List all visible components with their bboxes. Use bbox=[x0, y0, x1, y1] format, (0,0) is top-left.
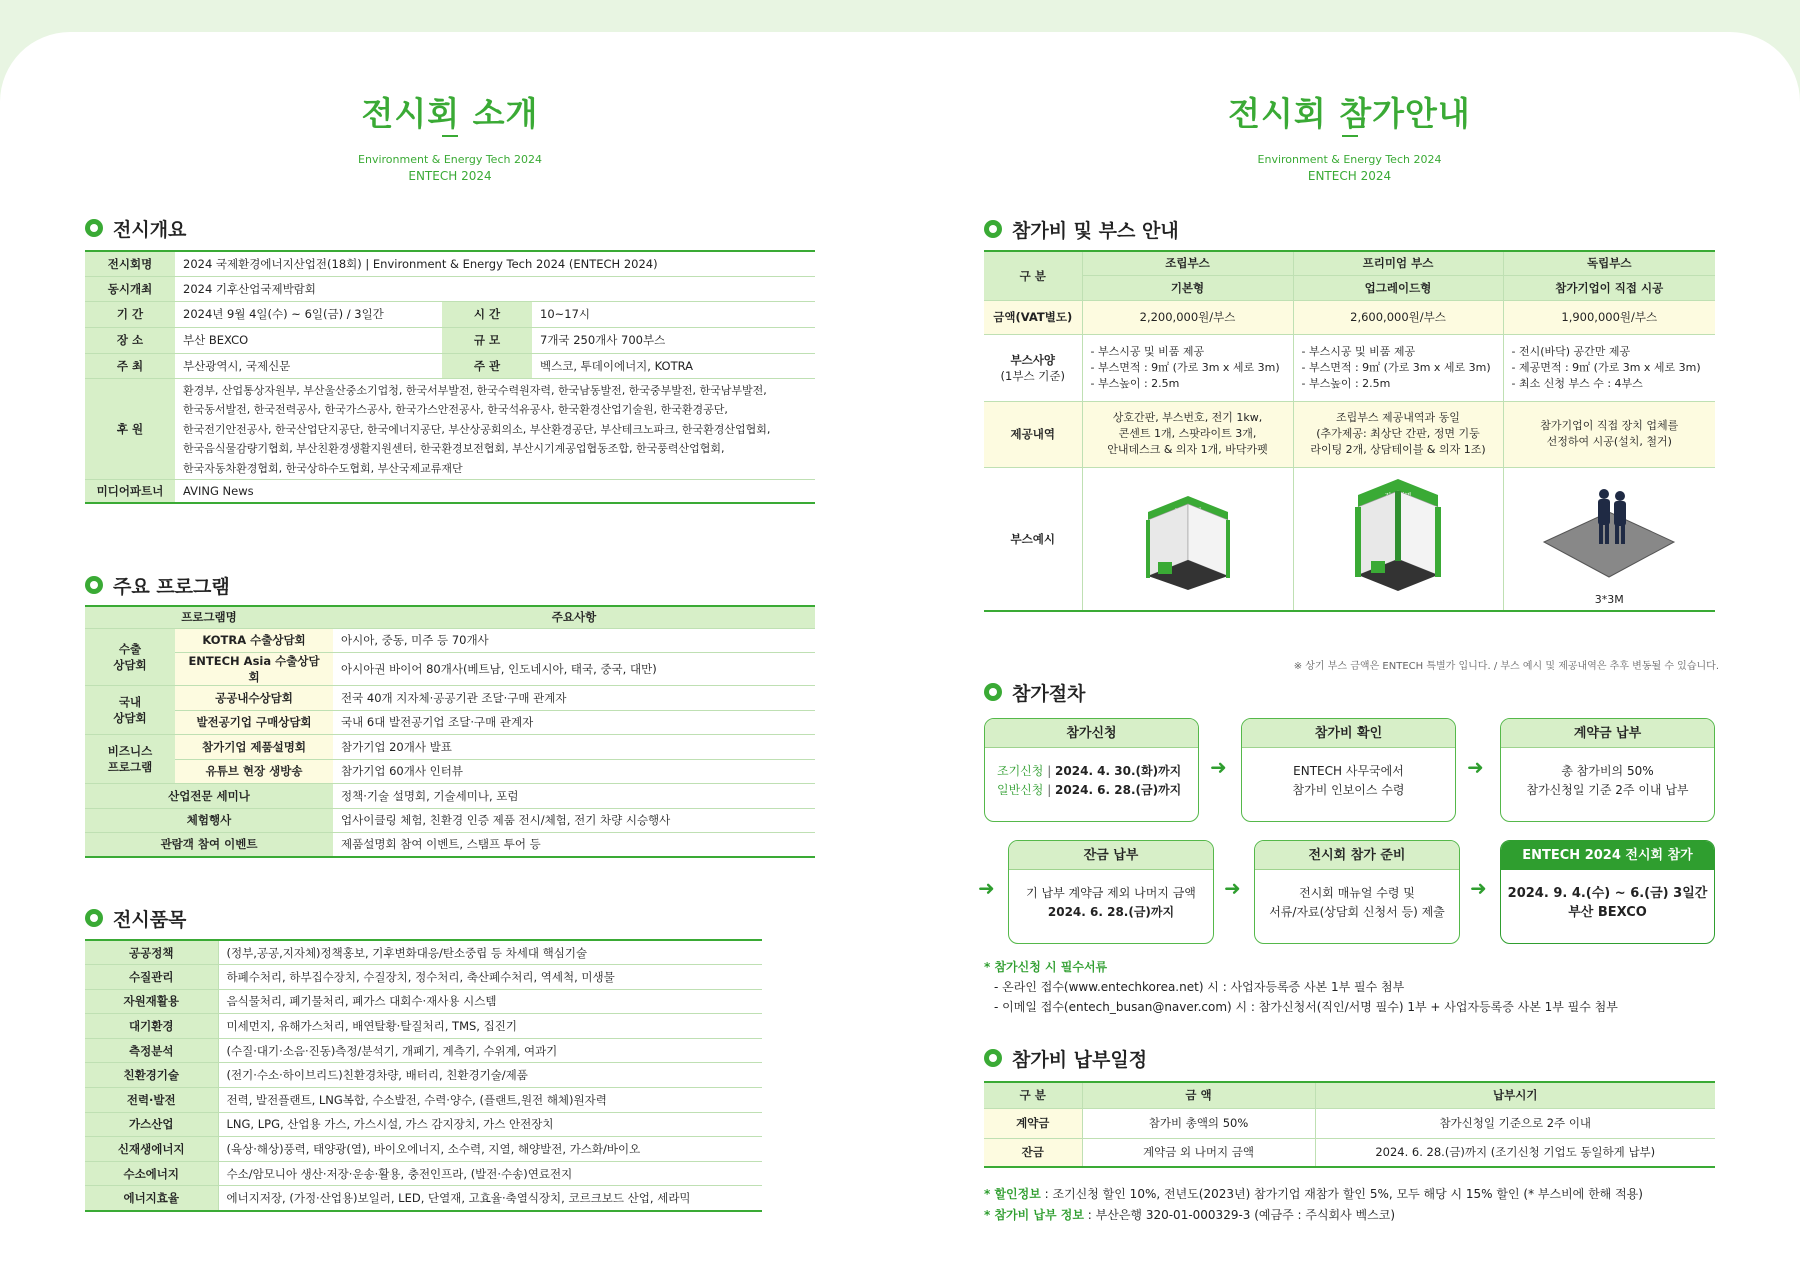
table-row: 발전공기업 구매상담회 국내 6대 발전공기업 조달·구매 관계자 bbox=[85, 710, 815, 734]
required-doc-online: - 온라인 접수(www.entechkorea.net) 시 : 사업자등록증 사본 1부 필수 첨부 bbox=[994, 980, 1405, 994]
table-row: 구 분 금 액 납부시기 bbox=[984, 1082, 1715, 1108]
table-row: 가스산업 LNG, LPG, 산업용 가스, 가스시설, 가스 감지장치, 가스 안전장치 bbox=[85, 1112, 762, 1137]
required-doc-email: - 이메일 접수(entech_busan@naver.com) 시 : 참가신청서(직인/서명 필수) 1부 + 사업자등록증 사본 1부 필수 첨부 bbox=[994, 1000, 1618, 1014]
space-size-label: 3*3M bbox=[1594, 593, 1624, 606]
table-row: 산업전문 세미나 정책·기술 설명회, 기술세미나, 포럼 bbox=[85, 783, 815, 808]
table-row: 신재생에너지 (육상·해상)풍력, 태양광(열), 바이오에너지, 소수력, 지열, 해양발전, 가스화/바이오 bbox=[85, 1137, 762, 1162]
required-docs-title: * 참가신청 시 필수서류 bbox=[984, 960, 1108, 974]
circle-bullet-icon bbox=[984, 1049, 1002, 1067]
arrow-right-icon: ➜ bbox=[1210, 755, 1227, 779]
standard-booth-image bbox=[1133, 482, 1243, 592]
table-row: 전력·발전 전력, 발전플랜트, LNG복합, 수소발전, 수력·양수, (플랜트,원전 해체)원자력 bbox=[85, 1088, 762, 1113]
step-balance: 잔금 납부 기 납부 계약금 제외 나머지 금액 2024. 6. 28.(금)까지 bbox=[1008, 840, 1214, 944]
table-row: 측정분석 (수질·대기·소음·진동)측정/분석기, 개폐기, 계측기, 수위계, 여과기 bbox=[85, 1038, 762, 1063]
page-subtitle-short: ENTECH 2024 bbox=[1307, 169, 1392, 183]
table-row: 금액(VAT별도) 2,200,000원/부스 2,600,000원/부스 1,900,000원/부스 bbox=[984, 300, 1715, 334]
table-row: 수출 상담회 KOTRA 수출상담회 아시아, 중동, 미주 등 70개사 bbox=[85, 628, 815, 652]
table-row: 부스예시 3*3M bbox=[984, 467, 1715, 611]
table-row: 프로그램명 주요사항 bbox=[85, 606, 815, 628]
table-row: 기본형 업그레이드형 참가기업이 직접 시공 bbox=[984, 275, 1715, 300]
table-row: 자원재활용 음식물처리, 폐기물처리, 폐가스 대회수·재사용 시스템 bbox=[85, 989, 762, 1014]
brochure-sheet bbox=[0, 32, 1800, 1272]
discount-info: * 할인정보 : 조기신청 할인 10%, 전년도(2023년) 참가기업 재참가 할인 5%, 모두 해당 시 15% 할인 (* 부스비에 한해 적용) bbox=[984, 1187, 1643, 1201]
circle-bullet-icon bbox=[984, 683, 1002, 701]
table-row: 후 원 환경부, 산업통상자원부, 부산울산중소기업청, 한국서부발전, 한국수력원자력, 한국남동발전, 한국중부발전, 한국남부발전, 한국동서발전, 한국전력공사, 한국가스공사, 한국가스안전공사, 한국석유공사, 한국환경산업기술원, 한국환경공단, 한국전기안전공사, 한국산업단지공단, 한국에너지공단, 부산상공회의소, 부산환경공단, 부산테크노파크, 한국환경산업협회, 한국음식물감량기협회, 부산친환경생활지원센터, 한국환경보전협회, 부산시기계공업협동조합, 한국풍력산업협회, 한국자동차환경협회, 한국상하수도협회, 부산국제교류재단 bbox=[85, 378, 815, 479]
section-payment-heading: 참가비 납부일정 bbox=[984, 1046, 1147, 1070]
page-subtitle-short: ENTECH 2024 bbox=[408, 169, 492, 183]
section-items-heading: 전시품목 bbox=[85, 906, 186, 930]
table-row: 국내 상담회 공공내수상담회 전국 40개 지자체·공공기관 조달·구매 관계자 bbox=[85, 685, 815, 710]
programs-table bbox=[85, 605, 815, 858]
arrow-right-icon: ➜ bbox=[1467, 755, 1484, 779]
table-row: 수소에너지 수소/암모니아 생산·저장·운송·활용, 충전인프라, (발전·수송)연료전지 bbox=[85, 1161, 762, 1186]
table-row: 동시개최 2024 기후산업국제박람회 bbox=[85, 276, 815, 301]
table-row: 유튜브 현장 생방송 참가기업 60개사 인터뷰 bbox=[85, 759, 815, 783]
premium-booth-image bbox=[1343, 477, 1453, 597]
page-title: 전시회 소개 bbox=[361, 94, 539, 133]
page-subtitle-en: Environment & Energy Tech 2024 bbox=[1257, 153, 1442, 166]
title-dash bbox=[1342, 135, 1358, 137]
table-row: 잔금 계약금 외 나머지 금액 2024. 6. 28.(금)까지 (조기신청 기업도 동일하게 납부) bbox=[984, 1138, 1715, 1167]
step-participation: ENTECH 2024 전시회 참가 2024. 9. 4.(수) ~ 6.(금) 3일간 부산 BEXCO bbox=[1500, 840, 1715, 944]
table-row: 구 분 조립부스 프리미엄 부스 독립부스 bbox=[984, 251, 1715, 275]
table-row: 수질관리 하폐수처리, 하부집수장치, 수질장치, 정수처리, 축산폐수처리, 역세척, 미생물 bbox=[85, 965, 762, 990]
payment-account-info: * 참가비 납부 정보 : 부산은행 320-01-000329-3 (예금주 : 주식회사 벡스코) bbox=[984, 1208, 1396, 1222]
items-table bbox=[85, 939, 762, 1212]
table-row: 에너지효율 에너지저장, (가정·산업용)보일러, LED, 단열재, 고효율·축열식장치, 코르크보드 산업, 세라믹 bbox=[85, 1186, 762, 1211]
circle-bullet-icon bbox=[85, 219, 103, 237]
sponsor-list: 환경부, 산업통상자원부, 부산울산중소기업청, 한국서부발전, 한국수력원자력, 한국남동발전, 한국중부발전, 한국남부발전, 한국동서발전, 한국전력공사, 한국가스공사, 한국가스안전공사, 한국석유공사, 한국환경산업기술원, 한국환경공단, 한국전기안전공사, 한국산업단지공단, 한국에너지공단, 부산상공회의소, 부산환경공단, 부산테크노파크, 한국환경산업협회, 한국음식물감량기협회, 부산친환경생활지원센터, 한국환경보전협회, 부산시기계공업협동조합, 한국풍력산업협회, 한국자동차환경협회, 한국상하수도협회, 부산국제교류재단 bbox=[175, 378, 815, 479]
space-only-booth-image bbox=[1534, 482, 1684, 592]
table-row: 관람객 참여 이벤트 제품설명회 참여 이벤트, 스탬프 투어 등 bbox=[85, 832, 815, 857]
step-fee-confirm: 참가비 확인 ENTECH 사무국에서 참가비 인보이스 수령 bbox=[1241, 718, 1456, 822]
table-row: 계약금 참가비 총액의 50% 참가신청일 기준으로 2주 이내 bbox=[984, 1108, 1715, 1138]
overview-table bbox=[85, 250, 815, 504]
page-subtitle-en: Environment & Energy Tech 2024 bbox=[358, 153, 542, 166]
arrow-right-icon: ➜ bbox=[1470, 876, 1487, 900]
step-preparation: 전시회 참가 준비 전시회 매뉴얼 수령 및 서류/자료(상담회 신청서 등) 제출 bbox=[1254, 840, 1460, 944]
table-row: 체험행사 업사이클링 체험, 친환경 인증 제품 전시/체험, 전기 차량 시승행사 bbox=[85, 808, 815, 832]
circle-bullet-icon bbox=[85, 576, 103, 594]
payment-table bbox=[984, 1081, 1715, 1168]
step-application: 참가신청 조기신청 | 2024. 4. 30.(화)까지 일반신청 | 2024. 6. 28.(금)까지 bbox=[984, 718, 1199, 822]
table-row: 공공정책 (정부,공공,지자체)정책홍보, 기후변화대응/탄소중립 등 차세대 핵심기술 bbox=[85, 940, 762, 965]
table-row: 미디어파트너 AVING News bbox=[85, 479, 815, 503]
table-row: 장 소 부산 BEXCO 규 모 7개국 250개사 700부스 bbox=[85, 327, 815, 353]
table-row: 제공내역 상호간판, 부스번호, 전기 1kw, 콘센트 1개, 스팟라이트 3개, 안내데스크 & 의자 1개, 바닥카펫 조립부스 제공내역과 동일 (추가제공: 최상단 간판, 정면 기둥 라이팅 2개, 상담테이블 & 의자 1조) 참가기업이 직접 장치 업체를 선정하여 시공(설치, 철거) bbox=[984, 401, 1715, 467]
table-row: 친환경기술 (전기·수소·하이브리드)친환경차량, 배터리, 친환경기술/제품 bbox=[85, 1063, 762, 1088]
booth-table bbox=[984, 250, 1715, 612]
table-row: 부스사양 (1부스 기준) - 부스시공 및 비품 제공 - 부스면적 : 9㎡ (가로 3m x 세로 3m) - 부스높이 : 2.5m - 부스시공 및 비품 제공 - 부스면적 : 9㎡ (가로 3m x 세로 3m) - 부스높이 : 2.5m - 전시(바닥) 공간만 제공 - 제공면적 : 9㎡ (가로 3m x 세로 3m) - 최소 신청 부스 수 : 4부스 bbox=[984, 334, 1715, 401]
page-title: 전시회 참가안내 bbox=[1228, 94, 1471, 133]
arrow-right-icon: ➜ bbox=[978, 876, 995, 900]
table-row: ENTECH Asia 수출상담회 아시아권 바이어 80개사(베트남, 인도네시아, 태국, 중국, 대만) bbox=[85, 652, 815, 685]
table-row: 주 최 부산광역시, 국제신문 주 관 벡스코, 투데이에너지, KOTRA bbox=[85, 353, 815, 378]
section-programs-heading: 주요 프로그램 bbox=[85, 573, 230, 597]
table-row: 비즈니스 프로그램 참가기업 제품설명회 참가기업 20개사 발표 bbox=[85, 734, 815, 759]
fees-note: ※ 상기 부스 금액은 ENTECH 특별가 입니다. / 부스 예시 및 제공내역은 추후 변동될 수 있습니다. bbox=[1293, 661, 1719, 672]
section-overview-heading: 전시개요 bbox=[85, 216, 186, 240]
arrow-right-icon: ➜ bbox=[1224, 876, 1241, 900]
table-row: 기 간 2024년 9월 4일(수) ~ 6일(금) / 3일간 시 간 10~17시 bbox=[85, 301, 815, 327]
table-row: 전시회명 2024 국제환경에너지산업전(18회) | Environment & Energy Tech 2024 (ENTECH 2024) bbox=[85, 251, 815, 276]
section-fees-heading: 참가비 및 부스 안내 bbox=[984, 217, 1179, 241]
circle-bullet-icon bbox=[85, 909, 103, 927]
table-row: 대기환경 미세먼지, 유해가스처리, 배연탈황·탈질처리, TMS, 집진기 bbox=[85, 1014, 762, 1039]
circle-bullet-icon bbox=[984, 220, 1002, 238]
section-process-heading: 참가절차 bbox=[984, 680, 1085, 704]
step-deposit: 계약금 납부 총 참가비의 50% 참가신청일 기준 2주 이내 납부 bbox=[1500, 718, 1715, 822]
title-dash bbox=[442, 135, 458, 137]
